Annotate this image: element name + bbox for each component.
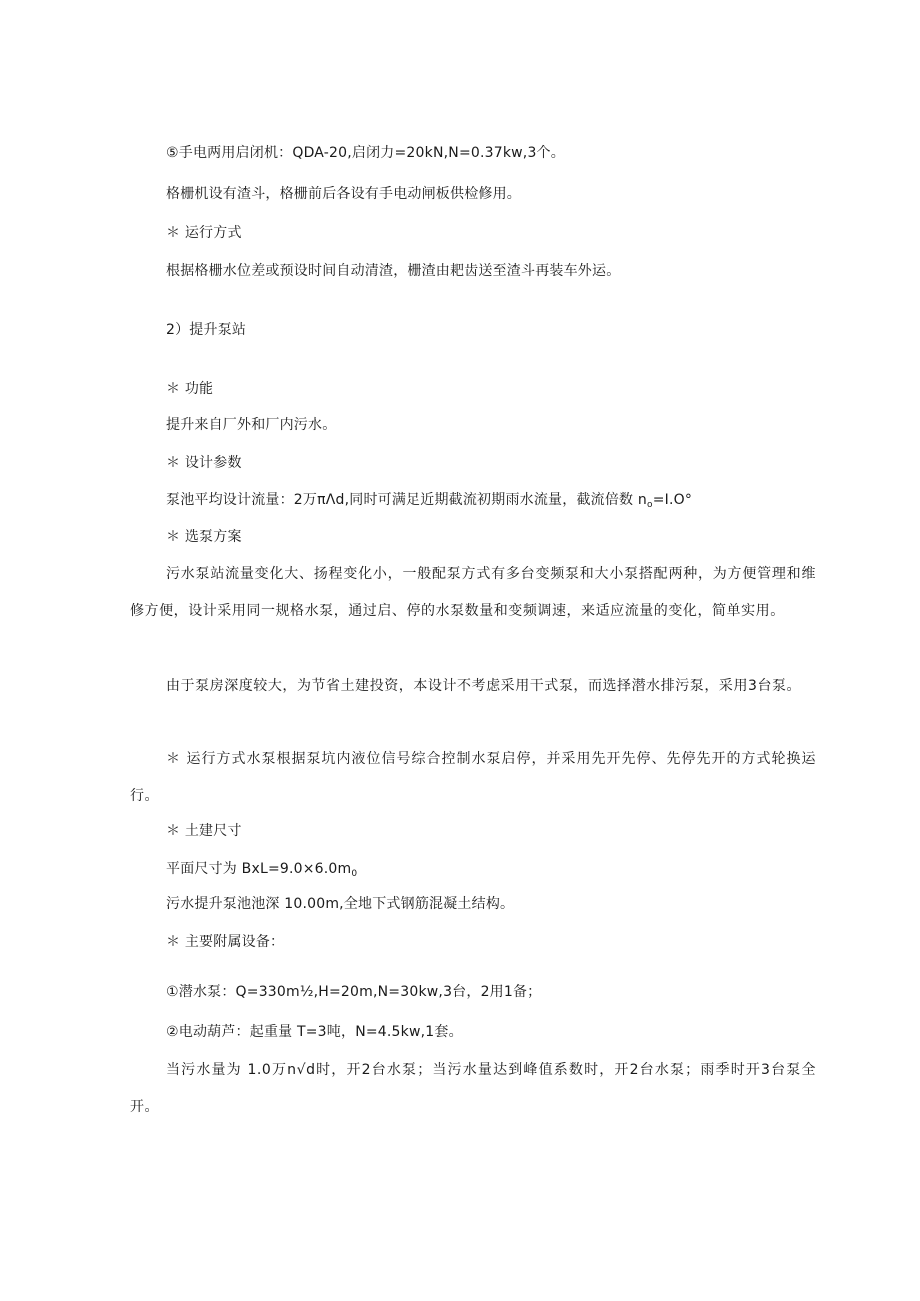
- operation-mode-paragraph: ＊ 运行方式水泵根据泵坑内液位信号综合控制水泵启停，并采用先开先停、先停先开的方式轮换运行。: [130, 751, 816, 804]
- heading-pump-selection: ＊ 选泵方案: [166, 529, 242, 545]
- heading-design-parameters: ＊ 设计参数: [166, 455, 242, 471]
- pool-depth: 污水提升泵池池深 10.00m,全地下式钢筋混凝土结构。: [166, 896, 515, 912]
- design-flow-ratio: =I.O°: [652, 492, 693, 508]
- heading-operation-mode: ＊ 运行方式: [166, 225, 242, 241]
- flow-operation-paragraph: 当污水量为 1.0万n√d时，开2台水泵；当污水量达到峰值系数时，开2台水泵；雨季时开3台泵全开。: [130, 1062, 816, 1115]
- design-flow-text: 泵池平均设计流量：2万πΛd,同时可满足近期截流初期雨水流量，截流倍数 n: [166, 492, 647, 508]
- heading-civil-dimensions: ＊ 土建尺寸: [166, 823, 242, 839]
- plan-dimensions-text: 平面尺寸为 BxL=9.0×6.0m: [166, 861, 352, 877]
- grille-note: 格栅机设有渣斗，格栅前后各设有手电动闸板供检修用。: [166, 186, 521, 202]
- equipment-item-2: ②电动葫芦：起重量 T=3吨，N=4.5kw,1套。: [166, 1024, 463, 1040]
- pump-selection-paragraph: 污水泵站流量变化大、扬程变化小，一般配泵方式有多台变频泵和大小泵搭配两种，为方便管理和维修方便，设计采用同一规格水泵，通过启、停的水泵数量和变频调速，来适应流量的变化，简单实用。: [130, 566, 816, 619]
- section-title-pump-station: 2）提升泵站: [166, 322, 247, 338]
- operation-description: 根据格栅水位差或预设时间自动清渣，栅渣由耙齿送至渣斗再装车外运。: [166, 263, 621, 279]
- equipment-item-1: ①潜水泵：Q=330m½,H=20m,N=30kw,3台，2用1备；: [166, 984, 542, 1000]
- heading-function: ＊ 功能: [166, 381, 214, 397]
- subscript-o: o: [646, 500, 653, 510]
- dry-pump-paragraph: 由于泵房深度较大，为节省土建投资，本设计不考虑采用干式泵，而选择潜水排污泵，采用3台泵。: [166, 678, 802, 694]
- function-description: 提升来自厂外和厂内污水。: [166, 417, 337, 433]
- equipment-item-5: ⑤手电两用启闭机：QDA-20,启闭力=20kN,N=0.37kw,3个。: [166, 145, 565, 161]
- plan-dimensions: [166, 861, 357, 882]
- heading-main-equipment: ＊ 主要附属设备：: [166, 934, 285, 950]
- design-parameters-text: [166, 492, 692, 513]
- subscript-zero: 0: [351, 869, 358, 879]
